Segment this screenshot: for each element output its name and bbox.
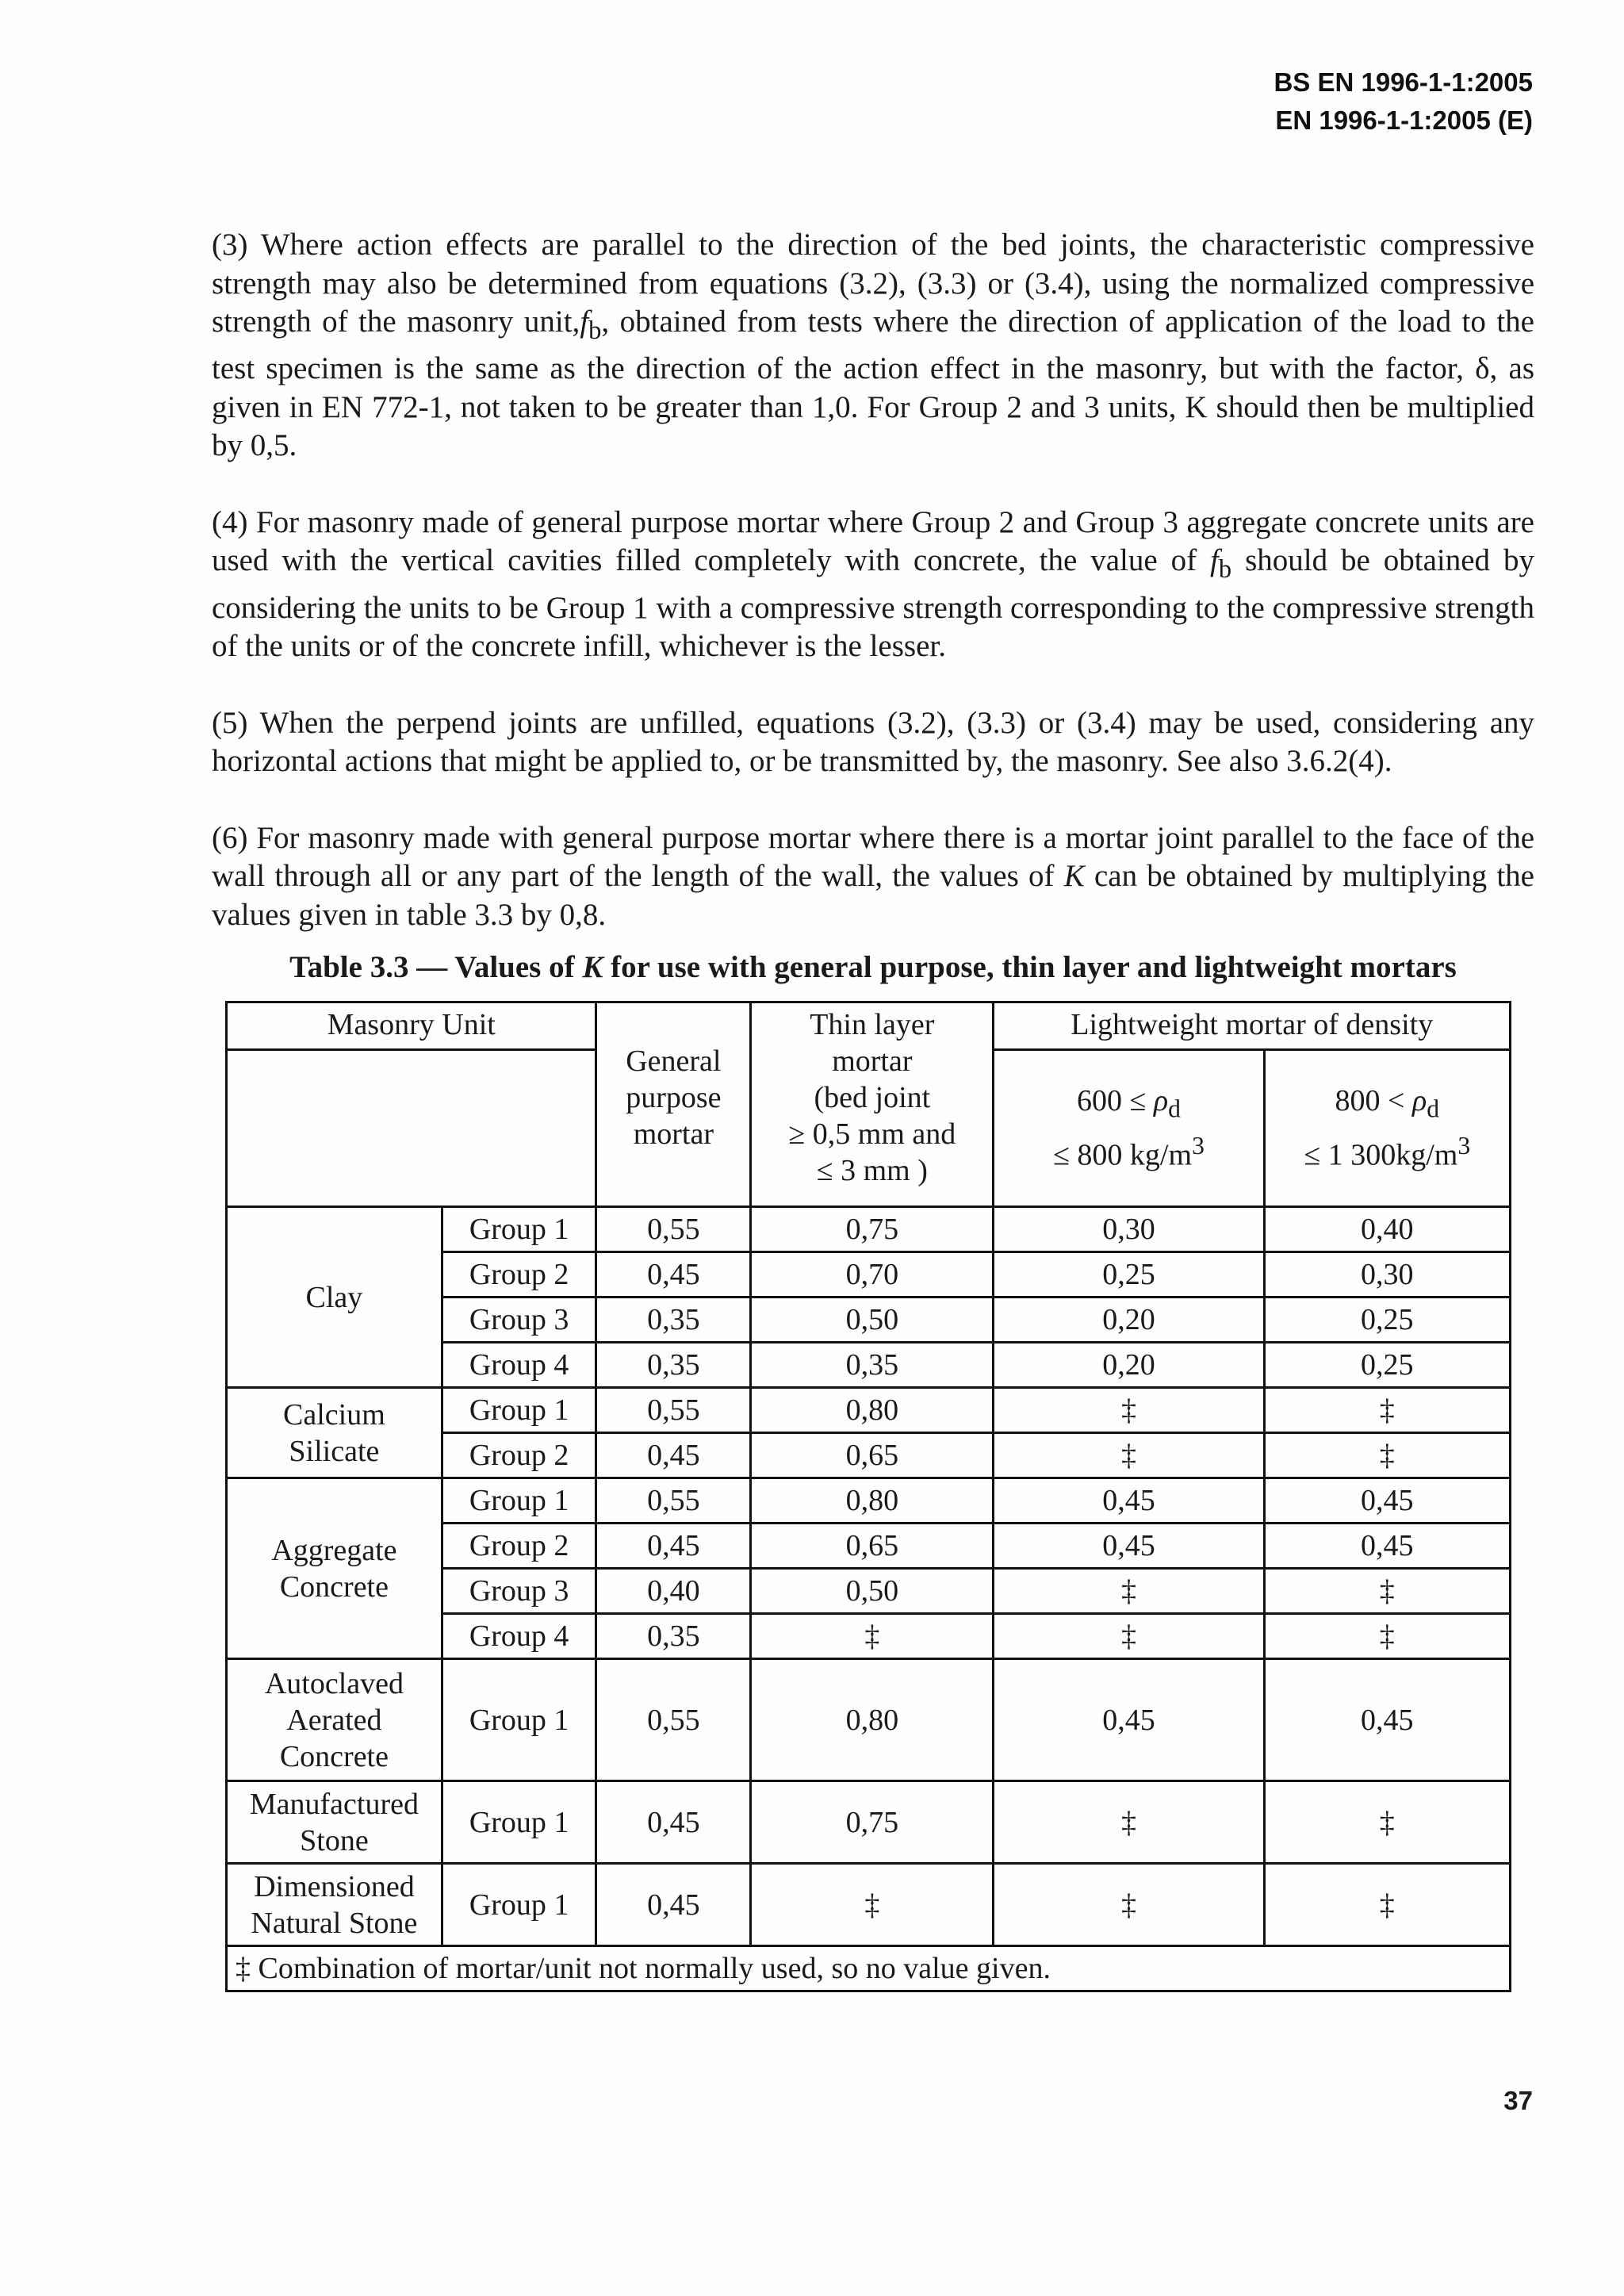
table-row: Aggregate Concrete Group 1 0,55 0,80 0,45 0,45 [227, 1478, 1511, 1524]
table-row: Calcium Silicate Group 1 0,55 0,80 ‡ ‡ [227, 1388, 1511, 1433]
table-row: Group 2 0,45 0,65 ‡ ‡ [227, 1433, 1511, 1478]
table-footnote-row [227, 1946, 1511, 1991]
header-lightweight: Lightweight mortar of density [994, 1002, 1511, 1050]
header-unit-blank [227, 1050, 596, 1207]
document-header [1274, 63, 1533, 140]
header-general-purpose: General purpose mortar [596, 1002, 751, 1207]
paragraph-4: (4) For masonry made of general purpose mortar where Group 2 and Group 3 aggregate concrete units are used with the vertical cavities filled completely with concrete, the value of $f_b$ should be obtained by considering the units to be Group 1 with a compressive strength corresponding to the compressive strength of the units or of the concrete infill, whichever is the lesser. [212, 504, 1534, 664]
table-row: Group 3 0,35 0,50 0,20 0,25 [227, 1297, 1511, 1343]
header-masonry-unit: Masonry Unit [227, 1002, 596, 1050]
table-row: Autoclaved Aerated Concrete Group 1 0,55 0,80 0,45 0,45 [227, 1659, 1511, 1781]
table-row: Group 2 0,45 0,65 0,45 0,45 [227, 1524, 1511, 1569]
table-row: Manufactured Stone Group 1 0,45 0,75 ‡ ‡ [227, 1781, 1511, 1864]
table-body [227, 1207, 1511, 1991]
body-text [212, 226, 1534, 934]
table-row: Group 4 0,35 ‡ ‡ ‡ [227, 1614, 1511, 1659]
table-caption: Table 3.3 — Values of K for use with general purpose, thin layer and lightweight mortars [289, 950, 1457, 984]
header-lightweight-600-800: $600 \le \rho_d$ ≤ 800 $kg/m^3$ [994, 1050, 1264, 1207]
table-row: Group 4 0,35 0,35 0,20 0,25 [227, 1343, 1511, 1388]
table-row: Dimensioned Natural Stone Group 1 0,45 ‡ ‡ ‡ [227, 1864, 1511, 1946]
standard-id-bs: BS EN 1996-1-1:2005 [1274, 67, 1533, 97]
table-row: Clay Group 1 0,55 0,75 0,30 0,40 [227, 1207, 1511, 1252]
page-number: 37 [1503, 2086, 1533, 2115]
header-lightweight-800-1300: $800 < \rho_d$ ≤ 1 $300kg/m^3$ [1264, 1050, 1510, 1207]
header-thin-layer: Thin layer mortar (bed joint ≥ 0,5 mm and ≤ 3 mm ) [751, 1002, 994, 1207]
unit-dimensioned-natural-stone: Dimensioned Natural Stone [227, 1864, 442, 1946]
paragraph-5: (5) When the perpend joints are unfilled, equations (3.2), (3.3) or (3.4) may be used, considering any horizontal actions that might be applied to, or be transmitted by, the masonry. See also 3.6.2(4). [212, 705, 1534, 779]
unit-clay: Clay [227, 1207, 442, 1388]
unit-autoclaved-aerated-concrete: Autoclaved Aerated Concrete [227, 1659, 442, 1781]
unit-aggregate-concrete: Aggregate Concrete [227, 1478, 442, 1659]
unit-calcium-silicate: Calcium Silicate [227, 1388, 442, 1478]
unit-manufactured-stone: Manufactured Stone [227, 1781, 442, 1864]
table-row: Group 3 0,40 0,50 ‡ ‡ [227, 1569, 1511, 1614]
k-values-table [225, 1001, 1511, 1992]
table-row: Group 2 0,45 0,70 0,25 0,30 [227, 1252, 1511, 1297]
paragraph-6: (6) For masonry made with general purpose mortar where there is a mortar joint parallel to the face of the wall through all or any part of the length of the wall, the values of K can be obtained by multiplying the values given in table 3.3 by 0,8. [212, 820, 1534, 932]
paragraph-3: (3) Where action effects are parallel to the direction of the bed joints, the characteristic compressive strength may also be determined from equations (3.2), (3.3) or (3.4), using the normalized compressive strength of the masonry $unit,f_b$, obtained from tests where the direction of application of the load to the test specimen is the same as the direction of the action effect in the masonry, but with the factor, δ, as given in EN 772-1, not taken to be greater than 1,0. For Group 2 and 3 units, K should then be multiplied by 0,5. [212, 228, 1534, 463]
standard-id-en: EN 1996-1-1:2005 (E) [1275, 105, 1533, 135]
table-footnote: ‡ Combination of mortar/unit not normally used, so no value given. [227, 1946, 1511, 1991]
